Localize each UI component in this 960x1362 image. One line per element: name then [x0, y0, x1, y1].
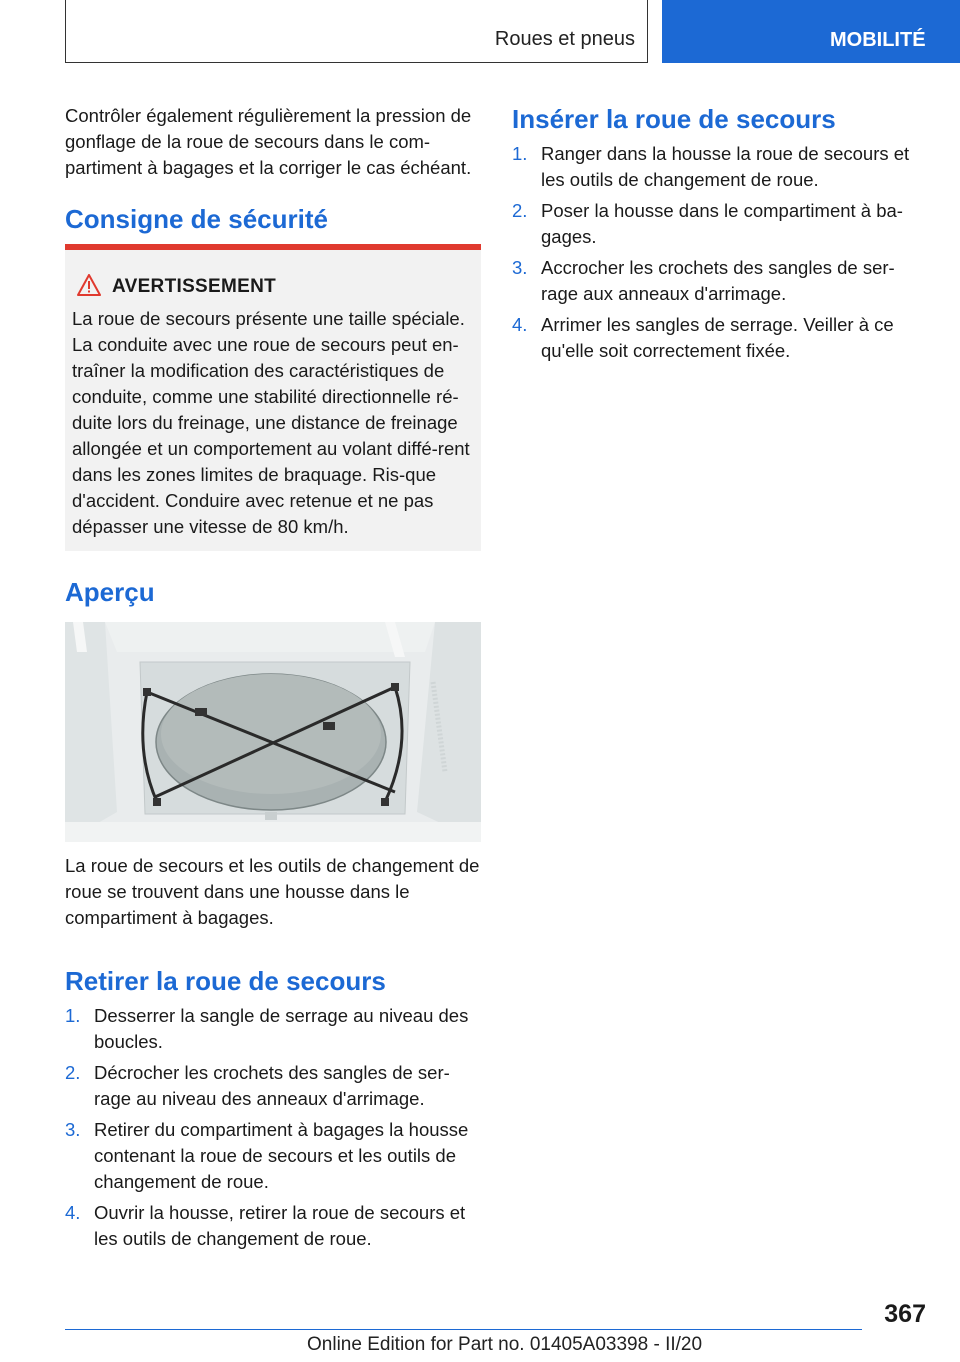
step-number: 3.: [65, 1119, 81, 1140]
step-number: 3.: [512, 257, 528, 278]
step-text: Décrocher les crochets des sangles de ser-rage au niveau des anneaux d'arrimage.: [94, 1062, 450, 1109]
remove-steps: [65, 1003, 481, 1257]
page-number: 367: [884, 1300, 926, 1328]
step-text: Desserrer la sangle de serrage au niveau des boucles.: [94, 1005, 469, 1052]
footer-divider: [65, 1329, 862, 1330]
remove-heading: Retirer la roue de secours: [65, 966, 386, 996]
insert-heading: Insérer la roue de secours: [512, 104, 836, 134]
edition-footer: Online Edition for Part no. 01405A03398 - II/20: [307, 1334, 703, 1355]
step-text: Accrocher les crochets des sangles de ser-rage aux anneaux d'arrimage.: [541, 257, 895, 304]
warning-title: AVERTISSEMENT: [112, 276, 277, 297]
intro-paragraph: Contrôler également régulièrement la pression de gonflage de la roue de secours dans le com-partiment à bagages et la corriger le cas échéant.: [65, 105, 472, 178]
warning-box: [65, 244, 481, 551]
list-item: [65, 1200, 481, 1252]
list-item: [65, 1003, 481, 1055]
step-number: 2.: [512, 200, 528, 221]
step-text: Ouvrir la housse, retirer la roue de secours et les outils de changement de roue.: [94, 1202, 466, 1249]
step-text: Retirer du compartiment à bagages la housse contenant la roue de secours et les outils de changement de roue.: [94, 1119, 469, 1192]
section-title: Roues et pneus: [494, 28, 635, 50]
warning-text: La roue de secours présente une taille spéciale. La conduite avec une roue de secours peut en-traîner la modification des caractéristiques de conduite, comme une stabilité directionnelle ré-duite lors du freinage, une distance de freinage allongée et un comportement au volant diffé-rent dans les zones limites de braquage. Ris-que d'accident. Conduire avec retenue et ne pas dépasser une vitesse de 80 km/h.: [72, 308, 470, 537]
chapter-tab: MOBILITÉ: [662, 0, 960, 63]
step-text: Poser la housse dans le compartiment à ba-gages.: [541, 200, 903, 247]
list-item: [65, 1117, 481, 1195]
list-item: [512, 312, 920, 364]
step-text: Arrimer les sangles de serrage. Veiller à ce qu'elle soit correctement fixée.: [541, 314, 894, 361]
step-number: 1.: [512, 143, 528, 164]
step-number: 4.: [65, 1202, 81, 1223]
step-number: 2.: [65, 1062, 81, 1083]
list-item: [512, 255, 920, 307]
overview-heading: Aperçu: [65, 577, 155, 607]
step-number: 1.: [65, 1005, 81, 1026]
spare-wheel-illustration: [65, 622, 481, 842]
safety-heading: Consigne de sécurité: [65, 204, 328, 234]
step-number: 4.: [512, 314, 528, 335]
warning-triangle-icon: [77, 274, 101, 296]
insert-steps: [512, 141, 920, 369]
list-item: [512, 141, 920, 193]
list-item: [512, 198, 920, 250]
overview-caption: La roue de secours et les outils de changement de roue se trouvent dans une housse dans le compartiment à bagages.: [65, 855, 480, 928]
list-item: [65, 1060, 481, 1112]
step-text: Ranger dans la housse la roue de secours et les outils de changement de roue.: [541, 143, 910, 190]
running-header: [65, 0, 648, 63]
